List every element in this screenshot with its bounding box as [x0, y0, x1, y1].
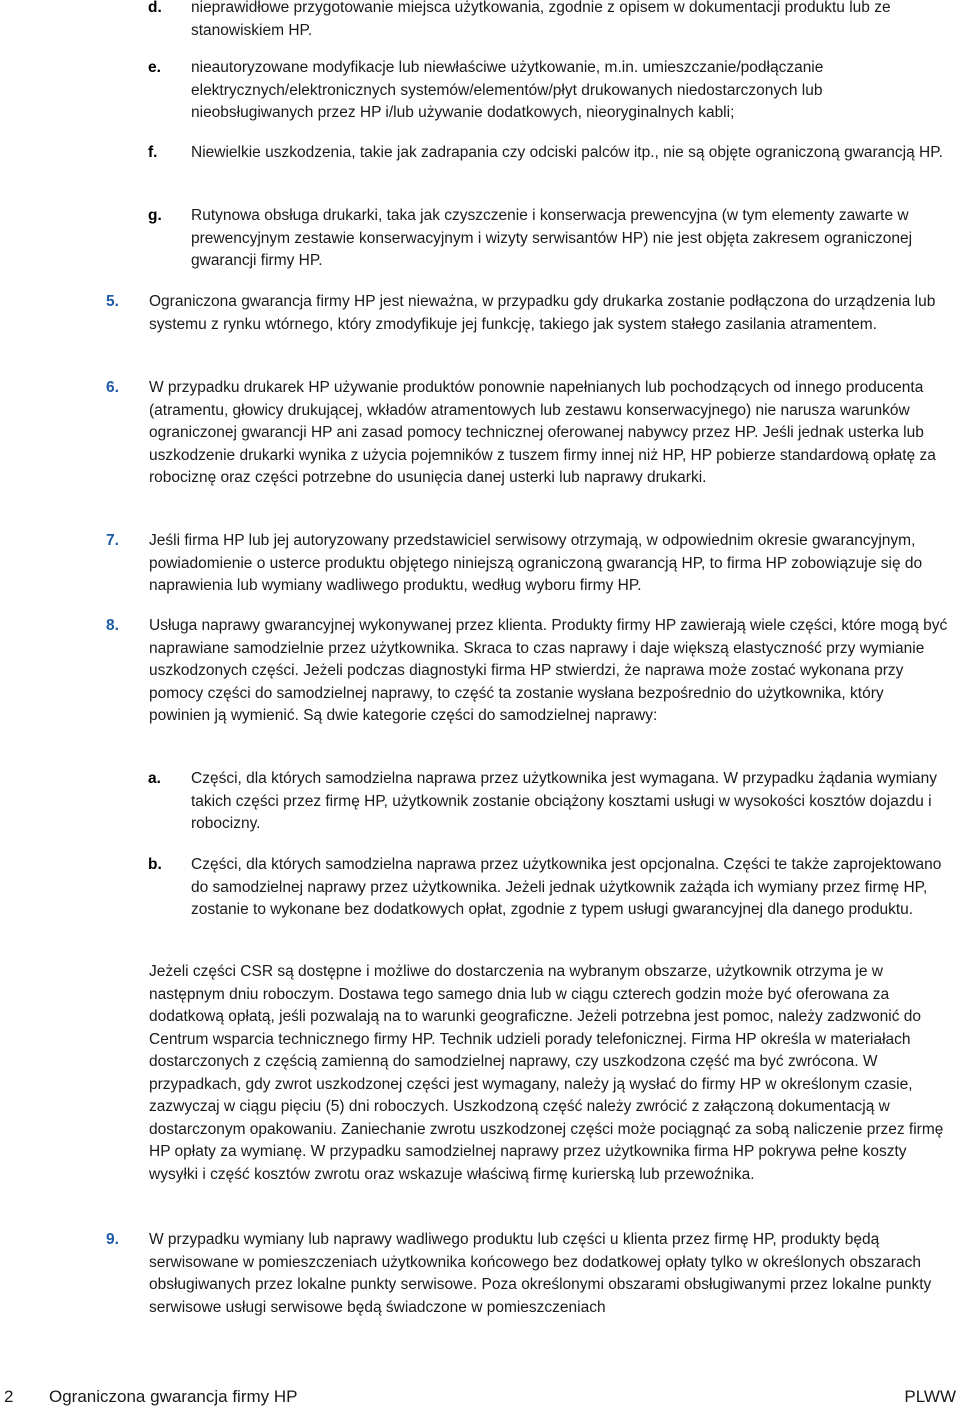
list-label: b. [148, 856, 162, 873]
item-text: Jeśli firma HP lub jej autoryzowany przedstawiciel serwisowy otrzymają, w odpowiednim okresie gwarancyjnym, powiadomienie o usterce produktu objętego niniejszą ograniczoną gwarancją HP, to firma HP zobowiązuje się do naprawienia lub wymiany wadliwego produktu, według wyboru firmy HP. [149, 532, 923, 594]
footer-code: PLWW [904, 1387, 956, 1406]
footer-title: Ograniczona gwarancja firmy HP [49, 1387, 298, 1406]
list-text: Części, dla których samodzielna naprawa przez użytkownika jest wymagana. W przypadku żądania wymiany takich części przez firmę HP, użytkownik zostanie obciążony kosztami usługi w wysokości kosztów dojazdu i robocizny. [191, 770, 938, 832]
list-text: Części, dla których samodzielna naprawa przez użytkownika jest opcjonalna. Części te także zaprojektowano do samodzielnej naprawy przez użytkownika. Jeżeli jednak użytkownik zażąda ich wymiany przez firmę HP, zostanie to wykonane bez dodatkowych opłat, zgodnie z typem usługi gwarancyjnej dla danego produktu. [191, 856, 942, 918]
list-label: e. [148, 59, 161, 76]
list-text: Rutynowa obsługa drukarki, taka jak czyszczenie i konserwacja prewencyjna (w tym elementy zawarte w prewencyjnym zestawie konserwacyjnym i wizyty serwisantów HP) nie jest objęta zakresem ograniczonej gwarancji firmy HP. [191, 207, 913, 269]
list-text: nieautoryzowane modyfikacje lub niewłaściwe użytkowanie, m.in. umieszczanie/podłączanie elektrycznych/elektronicznych systemów/elementów/płyt drukowanych niedostarczonych lub nieobsługiwanych przez HP i/lub używanie dodatkowych, nieoryginalnych kabli; [191, 59, 824, 121]
list-label: d. [148, 0, 162, 16]
item-number: 5. [106, 293, 119, 310]
csr-paragraph: Jeżeli części CSR są dostępne i możliwe do dostarczenia na wybranym obszarze, użytkownik otrzyma je w następnym dniu roboczym. Dostawa tego samego dnia lub w ciągu czterech godzin może być oferowana za dodatkową opłatą, jeśli pozwalają na to warunki geograficzne. Jeżeli potrzebna jest pomoc, należy zadzwonić do Centrum wsparcia technicznego firmy HP. Technik udzieli porady telefonicznej. Firma HP określa w materiałach dostarczonych z częścią zamienną do samodzielnej naprawy, czy uszkodzona część ma być zwrócona. W przypadkach, gdy zwrot uszkodzonej części jest wymagany, należy ją wysłać do firmy HP w określonym czasie, zazwyczaj w ciągu pięciu (5) dni roboczych. Uszkodzoną część należy zwrócić z załączoną dokumentacją w dostarczonym opakowaniu. Zaniechanie zwrotu uszkodzonej części może pociągnąć za sobą naliczenie przez firmę HP opłaty za wymianę. W przypadku samodzielnej naprawy przez użytkownika firma HP pokrywa pełne koszty wysyłki i część kosztów zwrotu oraz wskazuje właściwą firmę kurierską lub przewoźnika. [149, 963, 944, 1183]
item-number: 8. [106, 617, 119, 634]
list-text: nieprawidłowe przygotowanie miejsca użytkowania, zgodnie z opisem w dokumentacji produktu lub ze stanowiskiem HP. [191, 0, 891, 39]
item-text: Usługa naprawy gwarancyjnej wykonywanej przez klienta. Produkty firmy HP zawierają wiele części, które mogą być naprawiane samodzielnie przez użytkownika. Skraca to czas naprawy i daje większą elastyczność przy wymianie uszkodzonych części. Jeżeli podczas diagnostyki firma HP stwierdzi, że naprawa może zostać wykonana przy pomocy części do samodzielnej naprawy, to część ta zostanie wysłana bezpośrednio do użytkownika, który powinien ją wymienić. Są dwie kategorie części do samodzielnej naprawy: [149, 617, 948, 724]
list-text: Niewielkie uszkodzenia, takie jak zadrapania czy odciski palców itp., nie są objęte ograniczoną gwarancją HP. [191, 144, 943, 161]
list-label: f. [148, 144, 158, 161]
page-number: 2 [4, 1387, 14, 1406]
item-text: W przypadku drukarek HP używanie produktów ponownie napełnianych lub pochodzących od innego producenta (atramentu, głowicy drukującej, wkładów atramentowych lub zestawu konserwacyjnego) nie narusza warunków ograniczonej gwarancji HP ani zasad pomocy technicznej oferowanej nabywcy przez HP. Jeśli jednak usterka lub uszkodzenie drukarki wynika z użycia pojemników z tuszem firmy innej niż HP, HP pobierze standardową opłatę za robociznę oraz części potrzebne do usunięcia danej usterki lub naprawy drukarki. [149, 379, 936, 486]
list-label: g. [148, 207, 162, 224]
item-number: 6. [106, 379, 119, 396]
item-number: 7. [106, 532, 119, 549]
item-text: Ograniczona gwarancja firmy HP jest nieważna, w przypadku gdy drukarka zostanie podłączona do urządzenia lub systemu z rynku wtórnego, który zmodyfikuje jej funkcję, takiego jak system stałego zasilania atramentem. [149, 293, 936, 333]
list-label: a. [148, 770, 161, 787]
item-text: W przypadku wymiany lub naprawy wadliwego produktu lub części u klienta przez firmę HP, produkty będą serwisowane w pomieszczeniach użytkownika końcowego bez dodatkowej opłaty tylko w określonych obszarach obsługiwanych przez lokalne punkty serwisowe. Poza określonymi obszarami obsługiwanymi przez lokalne punkty serwisowe usługi serwisowe będą świadczone w pomieszczeniach [149, 1231, 932, 1316]
item-number: 9. [106, 1231, 119, 1248]
